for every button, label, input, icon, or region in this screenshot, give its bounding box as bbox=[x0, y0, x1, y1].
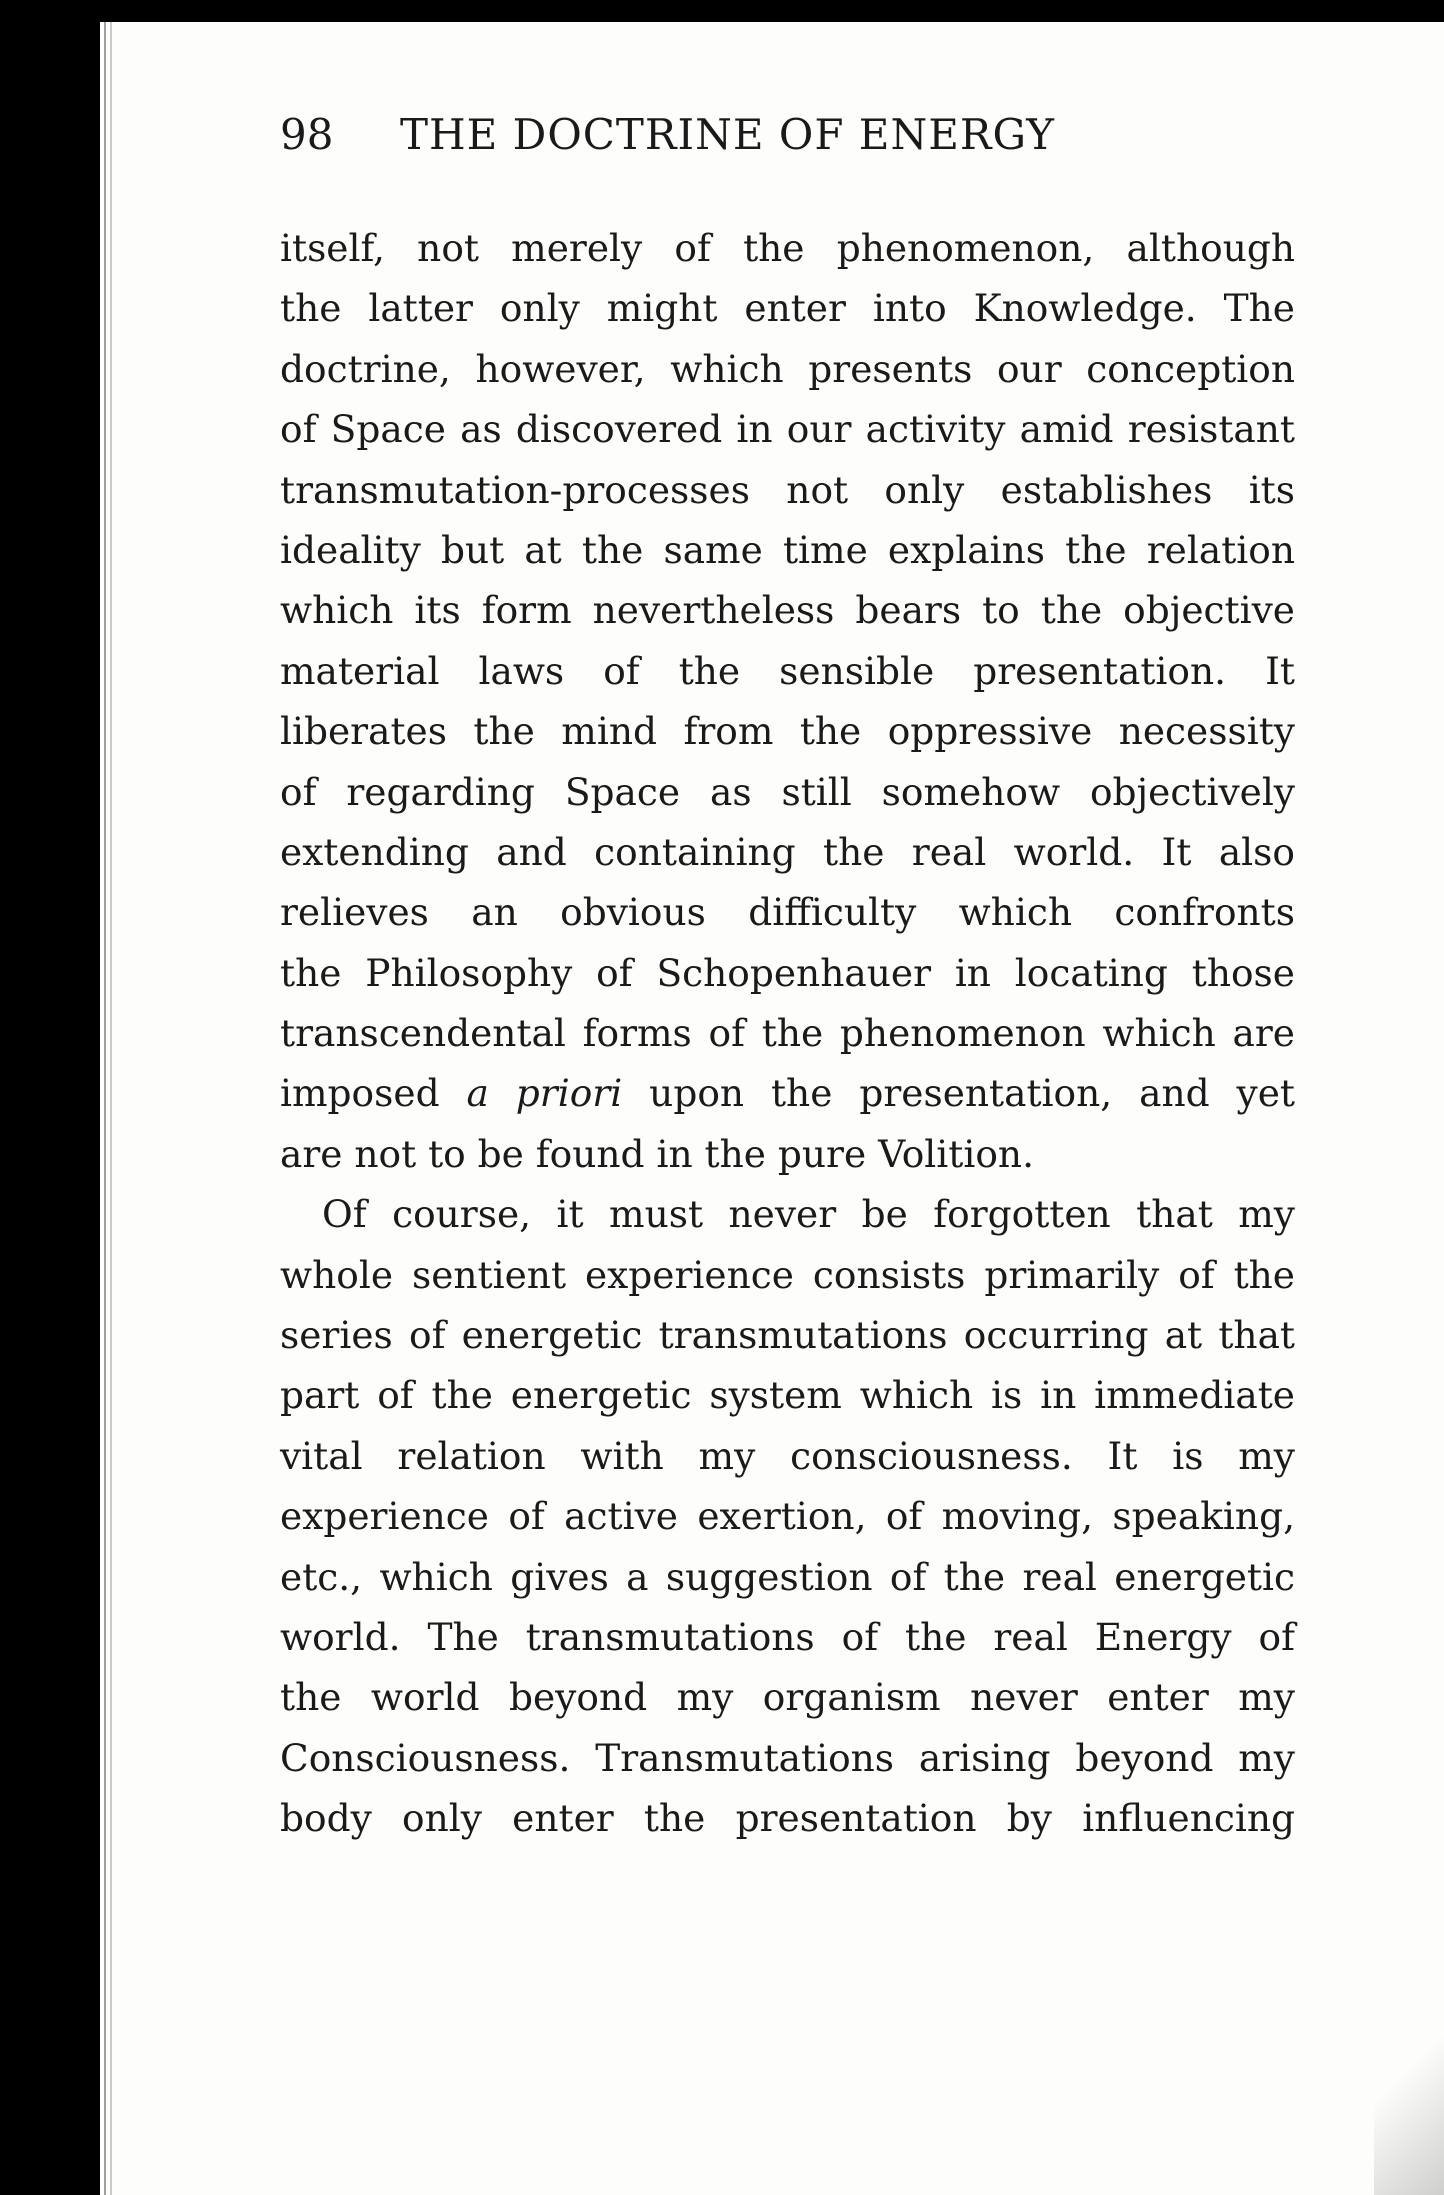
text-line: experience of active exertion, of moving, speaking, bbox=[280, 1494, 1295, 1539]
text-line: whole sentient experience consists primarily of the bbox=[280, 1252, 1295, 1297]
running-head bbox=[280, 110, 1240, 180]
text-line: relieves an obvious difficulty which confronts bbox=[280, 890, 1295, 935]
text-segment: imposed bbox=[280, 1071, 467, 1116]
text-line: are not to be found in the pure Volition. bbox=[280, 1131, 1034, 1176]
text-line: of Space as discovered in our activity amid resistant bbox=[280, 407, 1295, 452]
text-line: part of the energetic system which is in immediate bbox=[280, 1373, 1295, 1418]
text-line: doctrine, however, which presents our conception bbox=[280, 346, 1295, 391]
text-line: etc., which gives a suggestion of the real energetic bbox=[280, 1554, 1295, 1599]
running-title: THE DOCTRINE OF ENERGY bbox=[400, 110, 1056, 159]
text-line: transcendental forms of the phenomenon which are bbox=[280, 1011, 1295, 1056]
page-number: 98 bbox=[280, 110, 334, 159]
text-line: Consciousness. Transmutations arising beyond my bbox=[280, 1735, 1295, 1780]
gutter-line bbox=[104, 22, 106, 2195]
text-line: vital relation with my consciousness. It is my bbox=[280, 1433, 1295, 1478]
text-segment: upon the presentation, and yet bbox=[622, 1071, 1296, 1116]
text-line: world. The transmutations of the real Energy of bbox=[280, 1614, 1295, 1659]
text-line: of regarding Space as still somehow objectively bbox=[280, 769, 1295, 814]
italic-phrase: a priori bbox=[466, 1071, 623, 1116]
text-line: extending and containing the real world. It also bbox=[280, 829, 1295, 874]
gutter-line bbox=[110, 22, 112, 2195]
text-line: ideality but at the same time explains the relation bbox=[280, 527, 1295, 572]
text-line: itself, not merely of the phenomenon, although bbox=[280, 226, 1295, 270]
text-line: series of energetic transmutations occurring at that bbox=[280, 1313, 1295, 1358]
text-line: the latter only might enter into Knowledge. The bbox=[280, 286, 1295, 331]
page-edge-shadow bbox=[1374, 1995, 1444, 2195]
text-line: body only enter the presentation by influencing bbox=[280, 1796, 1295, 1841]
text-line: the world beyond my organism never enter my bbox=[280, 1675, 1295, 1720]
text-line: liberates the mind from the oppressive necessity bbox=[280, 709, 1295, 754]
text-line: which its form nevertheless bears to the objective bbox=[280, 588, 1295, 633]
text-line: material laws of the sensible presentation. It bbox=[280, 648, 1295, 693]
text-line bbox=[280, 1063, 1295, 1123]
text-line: Of course, it must never be forgotten that my bbox=[322, 1192, 1295, 1237]
text-line: transmutation-processes not only establishes its bbox=[280, 467, 1295, 512]
body-text bbox=[280, 218, 1295, 1849]
text-line: the Philosophy of Schopenhauer in locating those bbox=[280, 950, 1295, 995]
